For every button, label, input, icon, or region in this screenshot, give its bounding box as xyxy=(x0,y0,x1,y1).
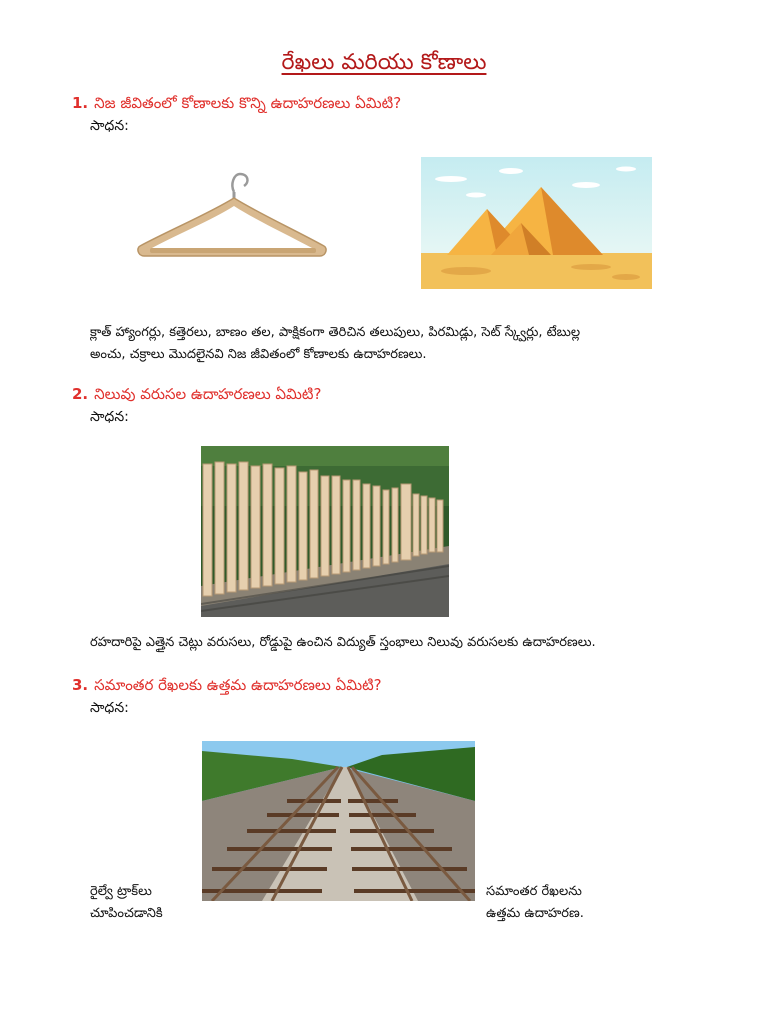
answer-3-right xyxy=(486,881,584,925)
question-3 xyxy=(72,676,382,698)
pyramids-image xyxy=(421,157,652,289)
question-2 xyxy=(72,385,321,407)
question-number: 3. xyxy=(72,676,89,694)
answer-3-left-line-2: చూపించడానికి xyxy=(90,906,163,921)
answer-2 xyxy=(90,632,596,654)
question-1 xyxy=(72,94,401,116)
answer-2-line-1: రహదారిపై ఎత్తైన చెట్లు వరుసలు, రోడ్డుపై ఉంచిన విద్యుత్ స్తంభాలు నిలువు వరుసలకు ఉదాహరణలు. xyxy=(90,635,596,650)
question-text: సమాంతర రేఖలకు ఉత్తమ ఉదాహరణలు ఏమిటి? xyxy=(94,676,382,694)
answer-1 xyxy=(90,322,580,366)
question-number: 1. xyxy=(72,94,89,112)
page-title: రేఖలు మరియు కోణాలు xyxy=(281,50,487,75)
answer-3-left-line-1: రైల్వే ట్రాక్‌లు xyxy=(90,884,152,899)
answer-1-line-1: క్లాత్ హ్యాంగర్లు, కత్తెరలు, బాణం తల, పాక్షికంగా తెరిచిన తలుపులు, పిరమిడ్లు, సెట్ స్క్వేర్లు, టేబుల్ల xyxy=(90,325,581,340)
answer-3-right-line-2: ఉత్తమ ఉదాహరణ. xyxy=(486,906,584,921)
wooden-fence-image xyxy=(201,446,449,617)
question-number: 2. xyxy=(72,385,89,403)
railway-tracks-image xyxy=(202,741,475,901)
answer-3-left xyxy=(90,881,163,925)
answer-1-line-2: అంచు, చక్రాలు మొదలైనవి నిజ జీవితంలో కోణాలకు ఉదాహరణలు. xyxy=(90,347,427,362)
solution-label: సాధన: xyxy=(90,118,129,134)
clothes-hanger-image xyxy=(130,168,335,268)
answer-3-right-line-1: సమాంతర రేఖలను xyxy=(486,884,582,899)
question-text: నిజ జీవితంలో కోణాలకు కొన్ని ఉదాహరణలు ఏమిటి? xyxy=(94,94,402,112)
solution-label: సాధన: xyxy=(90,700,129,716)
solution-label: సాధన: xyxy=(90,409,129,425)
question-text: నిలువు వరుసల ఉదాహరణలు ఏమిటి? xyxy=(94,385,322,403)
